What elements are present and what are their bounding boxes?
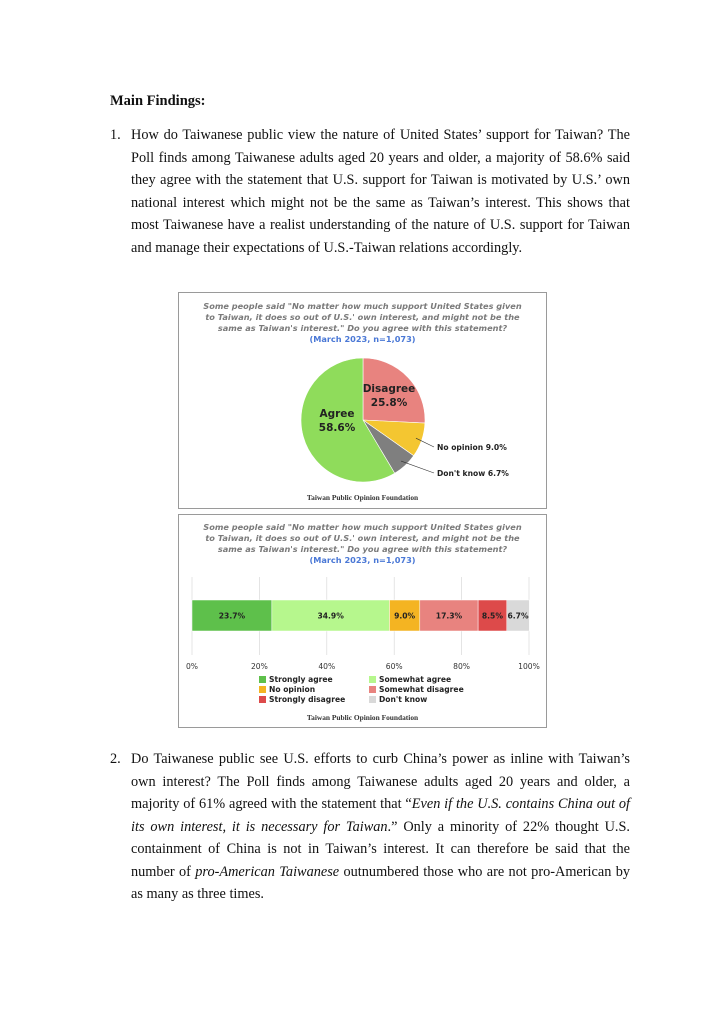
- pie-value-agree: 58.6%: [318, 422, 356, 434]
- bar-data-label: 34.9%: [317, 611, 344, 621]
- pie-label-agree: Agree: [319, 408, 355, 420]
- bar-question-text: Some people said "No matter how much support United States given to Taiwan, it does so out of U.S.' own interest, and might not be the same as Taiwan's interest." Do you agree with this statement?: [203, 522, 522, 554]
- finding-1: [110, 124, 630, 259]
- pie-chart-figure: [178, 292, 547, 509]
- finding-number: 1.: [110, 127, 121, 143]
- pie-label-dont-know-leader: [401, 461, 434, 473]
- legend-swatch: [259, 676, 266, 683]
- x-tick-label: 80%: [453, 662, 471, 671]
- legend-swatch: [259, 696, 266, 703]
- finding-number: 2.: [110, 751, 121, 767]
- pie-question-text: Some people said "No matter how much support United States given to Taiwan, it does so out of U.S.' own interest, and might not be the same as Taiwan's interest." Do you agree with this statement?: [203, 301, 522, 333]
- finding-2-text: [131, 748, 630, 906]
- bar-legend: [179, 675, 546, 707]
- stacked-bar-chart: [179, 515, 546, 675]
- pie-chart: [179, 293, 546, 508]
- bar-data-label: 23.7%: [218, 611, 246, 621]
- legend-label: No opinion: [269, 685, 316, 694]
- finding-2-part3: outnumbered those who are not pro-American by as many as three times.: [131, 863, 630, 902]
- finding-1-text: How do Taiwanese public view the nature of United States’ support for Taiwan? The Poll finds among Taiwanese adults aged 20 years and older, a majority of 58.6% said they agree with the statement that U.S. support for Taiwan is motivated by U.S.’ own national interest which might not be the same as Taiwan’s interest. This shows that most Taiwanese have a realist understanding of the nature of U.S. support for Taiwan and manage their expectations of U.S.-Taiwan relations accordingly.: [131, 127, 630, 256]
- finding-2-part2: .” Only a minority of 22% thought U.S. containment of China is not in Taiwan’s interest. It can therefore be said that the number of: [131, 818, 630, 880]
- bar-chart-figure: [178, 514, 547, 728]
- x-tick-label: 0%: [185, 662, 199, 671]
- legend-label: Somewhat disagree: [379, 685, 464, 694]
- x-tick-label: 60%: [385, 662, 403, 671]
- legend-label: Strongly agree: [269, 675, 333, 684]
- x-tick-label: 20%: [250, 662, 268, 671]
- x-tick-label: 40%: [318, 662, 336, 671]
- pie-label-dont-know: Don't know 6.7%: [437, 469, 509, 478]
- legend-item: [369, 685, 464, 694]
- pie-label-disagree: Disagree: [362, 383, 416, 395]
- finding-2-quote: Even if the U.S. contains China out of its own interest, it is necessary for Taiwan: [131, 796, 630, 835]
- pie-label-no-opinion: No opinion 9.0%: [437, 443, 507, 452]
- finding-2-emphasis: pro-American Taiwanese: [195, 863, 340, 880]
- legend-label: Strongly disagree: [269, 695, 346, 704]
- finding-2-part1: Do Taiwanese public see U.S. efforts to curb China’s power as inline with Taiwan’s own interest? The Poll finds among Taiwanese adults aged 20 years and older, a majority of 61% agreed with the statement that “: [131, 751, 630, 812]
- legend-item: [259, 675, 333, 684]
- x-tick-label: 100%: [518, 662, 540, 671]
- bar-subtitle: (March 2023, n=1,073): [309, 555, 416, 565]
- pie-value-disagree: 25.8%: [370, 397, 408, 409]
- legend-item: [259, 695, 345, 704]
- bar-source: Taiwan Public Opinion Foundation: [306, 713, 419, 722]
- legend-item: [369, 695, 427, 704]
- legend-item: [259, 685, 315, 694]
- bar-data-label: 8.5%: [481, 611, 503, 621]
- pie-subtitle: (March 2023, n=1,073): [309, 334, 416, 344]
- legend-item: [369, 675, 451, 684]
- legend-swatch: [259, 686, 266, 693]
- legend-swatch: [369, 696, 376, 703]
- bar-data-label: 6.7%: [507, 611, 529, 621]
- main-findings-heading: Main Findings:: [110, 93, 206, 109]
- bar-data-label: 17.3%: [435, 611, 463, 621]
- legend-swatch: [369, 686, 376, 693]
- finding-2: [110, 748, 630, 906]
- legend-swatch: [369, 676, 376, 683]
- bar-data-label: 9.0%: [394, 611, 416, 621]
- pie-source: Taiwan Public Opinion Foundation: [306, 493, 419, 502]
- legend-label: Somewhat agree: [379, 675, 452, 684]
- legend-label: Don't know: [379, 695, 428, 704]
